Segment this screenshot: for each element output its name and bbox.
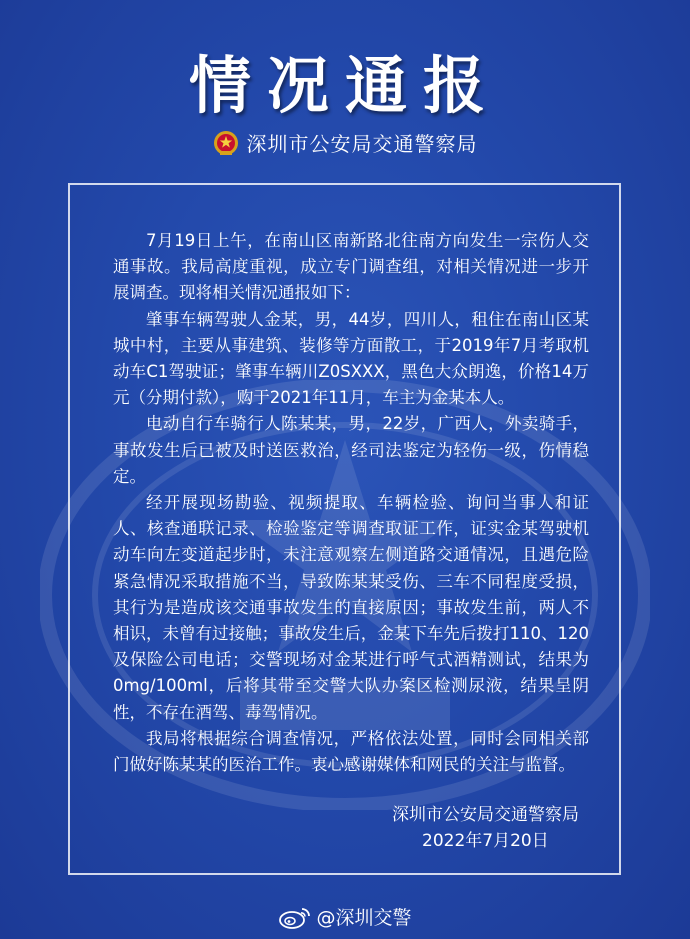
signature-org: 深圳市公安局交通警察局 xyxy=(392,805,579,825)
notice-body xyxy=(113,228,589,778)
signature-block xyxy=(360,802,600,854)
police-emblem-icon xyxy=(213,129,239,157)
paragraph-intro: 7月19日上午，在南山区南新路北往南方向发生一宗伤人交通事故。我局高度重视，成立专门调查组，对相关情况进一步开展调查。现将相关情况通报如下： xyxy=(113,231,589,303)
paragraph-driver: 肇事车辆驾驶人金某，男，44岁，四川人，租住在南山区某城中村，主要从事建筑、装修等方面散工，于2019年7月考取机动车C1驾驶证；肇事车辆川Z0SXXX，黑色大众朗逸，价格14万元（分期付款），购于2021年11月，车主为金某本人。 xyxy=(113,309,589,408)
weibo-handle: @深圳交警 xyxy=(316,907,412,929)
paragraph-closing: 我局将根据综合调查情况，严格依法处置，同时会同相关部门做好陈某某的医治工作。衷心感谢媒体和网民的关注与监督。 xyxy=(113,728,589,775)
paragraph-rider: 电动自行车骑行人陈某某，男，22岁，广西人，外卖骑手，事故发生后已被及时送医救治，经司法鉴定为轻伤一级，伤情稳定。 xyxy=(113,414,589,486)
paragraph-investigation: 经开展现场勘验、视频提取、车辆检验、询问当事人和证人、核查通联记录、检验鉴定等调查取证工作，证实金某驾驶机动车向左变道起步时，未注意观察左侧道路交通情况，且遇危险紧急情况采取措施不当，导致陈某某受伤、三车不同程度受损，其行为是造成该交通事故发生的直接原因；事故发生前，两人不相识，未曾有过接触；事故发生后，金某下车先后拨打110、120及保险公司电话；交警现场对金某进行呼气式酒精测试，结果为0mg/100ml，后将其带至交警大队办案区检测尿液，结果呈阴性，不存在酒驾、毒驾情况。 xyxy=(113,493,589,722)
signature-date: 2022年7月20日 xyxy=(422,831,549,851)
weibo-icon xyxy=(278,905,312,929)
notice-title: 情况通报 xyxy=(188,49,501,122)
issuer-header xyxy=(0,128,690,157)
weibo-watermark xyxy=(0,903,690,930)
issuer-name: 深圳市公安局交通警察局 xyxy=(246,132,478,156)
